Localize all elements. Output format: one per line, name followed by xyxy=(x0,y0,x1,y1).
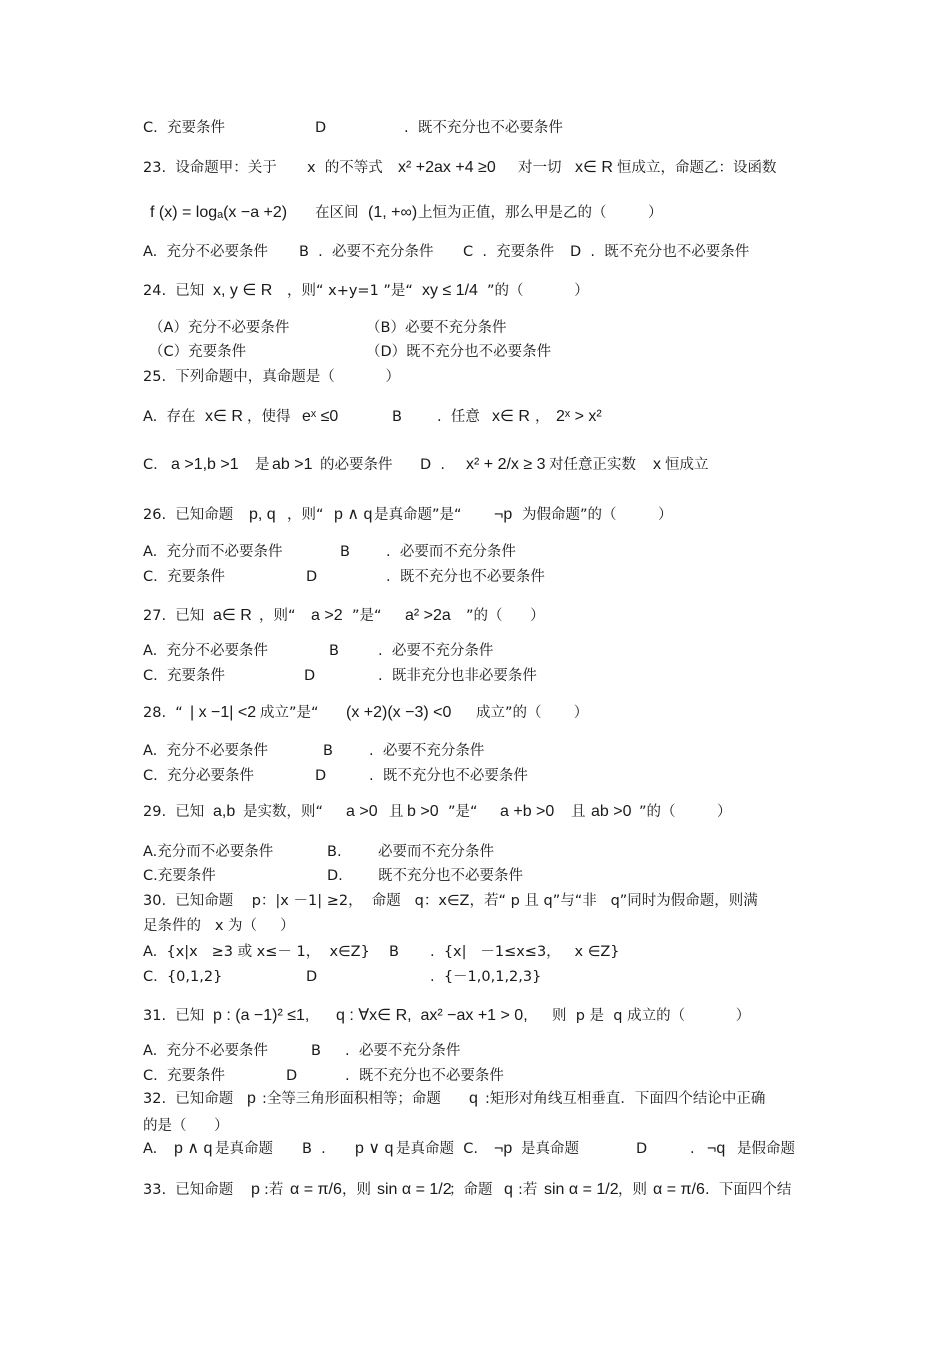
math-expression: q xyxy=(469,1090,478,1107)
math-expression: a >2 xyxy=(311,607,343,624)
text-fragment: B xyxy=(340,544,350,560)
text-fragment: ，则“ x+y=1 ”是“ xyxy=(287,283,413,299)
math-expression: p ∧ q xyxy=(334,506,373,523)
text-fragment: 成立”是“ xyxy=(260,705,319,721)
text-fragment: ，则 xyxy=(342,1182,371,1198)
text-fragment: ，则“ xyxy=(287,507,324,523)
math-expression: x∈ R xyxy=(492,408,530,425)
math-expression: p ∨ q xyxy=(355,1140,394,1157)
math-expression: xy ≤ 1/4 xyxy=(422,282,478,299)
math-expression: 2ˣ > x² xyxy=(556,408,602,425)
text-fragment: A. {x|x ≥3 或 x≤－ 1， x∈Z} xyxy=(143,944,370,960)
text-fragment: D xyxy=(315,768,327,784)
text-fragment: ”是“ xyxy=(448,804,478,820)
text-fragment: B xyxy=(392,409,402,425)
text-fragment: 33. 已知命题 xyxy=(143,1182,234,1198)
math-expression: ab >1 xyxy=(272,456,313,473)
text-fragment: D xyxy=(306,569,318,585)
text-fragment: 是真命题”是“ xyxy=(374,507,462,523)
text-fragment: 28. “ xyxy=(143,705,183,721)
math-expression: eˣ ≤0 xyxy=(302,408,339,425)
text-fragment: B . xyxy=(302,1141,326,1157)
text-fragment: :若 xyxy=(264,1182,284,1198)
text-fragment: . 既不充分也不必要条件 xyxy=(345,1068,504,1084)
text-fragment: C. 充要条件 xyxy=(143,120,225,136)
text-fragment: 31. 已知 xyxy=(143,1008,205,1024)
text-fragment: D xyxy=(286,1068,298,1084)
math-expression: x² +2ax +4 ≥0 xyxy=(398,159,496,176)
text-fragment: . 任意 xyxy=(437,409,480,425)
math-expression: f (x) = logₐ(x −a +2) xyxy=(150,204,288,221)
text-fragment: :矩形对角线互相垂直．下面四个结论中正确 xyxy=(485,1091,766,1107)
math-expression: a >1,b >1 xyxy=(171,456,239,473)
text-fragment: 的是（ ） xyxy=(143,1118,229,1134)
text-fragment: 29. 已知 xyxy=(143,804,205,820)
text-fragment: B . 必要不充分条件 xyxy=(299,244,434,260)
math-expression: p : (a −1)² ≤1, xyxy=(213,1007,310,1024)
text-fragment: D . 既不充分也不必要条件 xyxy=(570,244,750,260)
text-fragment: D . xyxy=(420,457,445,473)
text-fragment: 且 xyxy=(571,804,586,820)
text-fragment: A. 充分不必要条件 xyxy=(143,1043,268,1059)
text-fragment: 恒成立，命题乙：设函数 xyxy=(617,160,777,176)
text-fragment: 30. 已知命题 p：|x －1| ≥2， 命题 q：x∈Z，若“ p 且 q”与“非 q”同时为假命题，则满 xyxy=(143,893,758,909)
text-fragment: A. 充分不必要条件 xyxy=(143,643,268,659)
text-fragment: 上恒为正值，那么甲是乙的（ ） xyxy=(418,205,663,221)
text-fragment: 是 xyxy=(255,457,270,473)
math-expression: ¬p xyxy=(494,1140,513,1157)
text-fragment: 在区间 xyxy=(315,205,359,221)
math-expression: x∈ R xyxy=(205,408,243,425)
text-fragment: A. 充分不必要条件 xyxy=(143,743,268,759)
text-fragment: 成立”的（ ） xyxy=(476,705,589,721)
math-expression: ¬q xyxy=(707,1140,726,1157)
text-fragment: 是真命题 C. xyxy=(396,1141,478,1157)
text-fragment: 为假命题”的（ ） xyxy=(522,507,673,523)
text-fragment: C. 充分必要条件 xyxy=(143,768,254,784)
text-fragment: . 必要而不充分条件 xyxy=(386,544,516,560)
math-expression: x xyxy=(653,456,661,473)
text-fragment: C. 充要条件 xyxy=(143,668,225,684)
math-expression: ¬p xyxy=(494,506,513,523)
text-fragment: B xyxy=(329,643,339,659)
text-fragment: 恒成立 xyxy=(665,457,709,473)
text-fragment: . xyxy=(690,1141,695,1157)
text-fragment: 24. 已知 xyxy=(143,283,205,299)
math-expression: a² >2a xyxy=(405,607,451,624)
text-fragment: ， xyxy=(535,409,550,425)
text-fragment: C. 充要条件 xyxy=(143,569,225,585)
text-fragment: C.充要条件 xyxy=(143,868,216,884)
math-expression: x, y ∈ R xyxy=(213,282,273,299)
text-fragment: ”的（ ） xyxy=(466,608,545,624)
math-expression: b >0 xyxy=(407,803,439,820)
math-expression: ab >0 xyxy=(591,803,632,820)
text-fragment: 32. 已知命题 xyxy=(143,1091,234,1107)
text-fragment: A. 充分不必要条件 xyxy=(143,244,268,260)
math-expression: sin α = 1/2 xyxy=(377,1181,452,1198)
math-expression: x² + 2/x ≥ 3 xyxy=(466,456,546,473)
text-fragment: 是假命题 xyxy=(737,1141,795,1157)
text-fragment: 的必要条件 xyxy=(320,457,393,473)
math-expression: α = π/6 xyxy=(290,1181,342,1198)
text-fragment: B. xyxy=(327,844,342,860)
text-fragment: 23. 设命题甲：关于 xyxy=(143,160,277,176)
text-fragment: （C）充要条件 xyxy=(149,344,247,360)
text-fragment: . 下面四个结 xyxy=(705,1182,792,1198)
text-fragment: x 的不等式 xyxy=(307,160,383,176)
text-fragment: （A）充分不必要条件 xyxy=(149,320,290,336)
text-fragment: . 既不充分也不必要条件 xyxy=(386,569,545,585)
text-fragment: 是实数，则“ xyxy=(243,804,324,820)
text-fragment: 则 p 是 q 成立的（ ） xyxy=(552,1008,751,1024)
text-fragment: B xyxy=(311,1043,321,1059)
text-fragment: A. 充分而不必要条件 xyxy=(143,544,283,560)
text-fragment: D xyxy=(306,969,318,985)
text-fragment: . 既不充分也不必要条件 xyxy=(404,120,563,136)
text-fragment: . 必要不充分条件 xyxy=(378,643,494,659)
text-fragment: ”是“ xyxy=(352,608,382,624)
text-fragment: （D）既不充分也不必要条件 xyxy=(366,344,552,360)
text-fragment: 对任意正实数 xyxy=(549,457,636,473)
text-fragment: . {x| －1≤x≤3， x ∈Z} xyxy=(430,944,620,960)
math-expression: x∈ R xyxy=(575,159,613,176)
text-fragment: . 必要不充分条件 xyxy=(369,743,485,759)
text-fragment: . 既不充分也不必要条件 xyxy=(369,768,528,784)
text-fragment: A. xyxy=(143,1141,158,1157)
text-fragment: ，则 xyxy=(618,1182,647,1198)
text-fragment: B xyxy=(389,944,399,960)
text-fragment: ”的（ ） xyxy=(639,804,732,820)
text-fragment: B xyxy=(323,743,333,759)
text-fragment: D. xyxy=(327,868,343,884)
text-fragment: . 必要不充分条件 xyxy=(345,1043,461,1059)
math-expression: sin α = 1/2 xyxy=(544,1181,619,1198)
text-fragment: 25. 下列命题中，真命题是（ ） xyxy=(143,369,400,385)
text-fragment: C . 充要条件 xyxy=(463,244,555,260)
text-fragment: 27. 已知 xyxy=(143,608,205,624)
math-expression: (x +2)(x −3) <0 xyxy=(346,704,452,721)
text-fragment: :若 xyxy=(518,1182,538,1198)
text-fragment: D xyxy=(636,1141,648,1157)
text-fragment: . {－1,0,1,2,3} xyxy=(430,969,542,985)
math-expression: (1, +∞) xyxy=(368,204,418,221)
text-fragment: 既不充分也不必要条件 xyxy=(378,868,523,884)
text-fragment: D xyxy=(315,120,327,136)
text-fragment: C. 充要条件 xyxy=(143,1068,225,1084)
text-fragment: ，使得 xyxy=(247,409,291,425)
text-fragment: D xyxy=(304,668,316,684)
text-fragment: . 既非充分也非必要条件 xyxy=(378,668,537,684)
text-fragment: 足条件的 x 为（ ） xyxy=(143,918,295,934)
math-expression: a >0 xyxy=(346,803,378,820)
math-expression: α = π/6 xyxy=(653,1181,705,1198)
math-expression: a +b >0 xyxy=(500,803,555,820)
text-fragment: A.充分而不必要条件 xyxy=(143,844,274,860)
text-fragment: ；命题 xyxy=(449,1182,493,1198)
text-fragment: 是真命题 xyxy=(215,1141,273,1157)
text-fragment: 对一切 xyxy=(518,160,562,176)
math-expression: a,b xyxy=(213,803,236,820)
text-fragment: （B）必要不充分条件 xyxy=(366,320,507,336)
math-expression: p xyxy=(247,1090,256,1107)
text-fragment: :全等三角形面积相等；命题 xyxy=(262,1091,441,1107)
math-expression: q xyxy=(504,1181,513,1198)
text-fragment: 且 xyxy=(389,804,404,820)
text-fragment: ”的（ ） xyxy=(487,283,589,299)
math-expression: q : ∀x∈ R, ax² −ax +1 > 0, xyxy=(336,1007,528,1024)
text-fragment: C. {0,1,2} xyxy=(143,969,223,985)
text-fragment: 必要而不充分条件 xyxy=(378,844,494,860)
math-expression: | x −1| <2 xyxy=(190,704,257,721)
text-fragment: A. 存在 xyxy=(143,409,196,425)
text-fragment: 是真命题 xyxy=(521,1141,579,1157)
math-expression: a∈ R xyxy=(213,607,252,624)
text-fragment: 26. 已知命题 xyxy=(143,507,234,523)
math-expression: p ∧ q xyxy=(174,1140,213,1157)
math-expression: p xyxy=(251,1181,260,1198)
math-expression: p, q xyxy=(249,506,276,523)
text-fragment: ，则“ xyxy=(259,608,296,624)
text-fragment: C. xyxy=(143,457,158,473)
